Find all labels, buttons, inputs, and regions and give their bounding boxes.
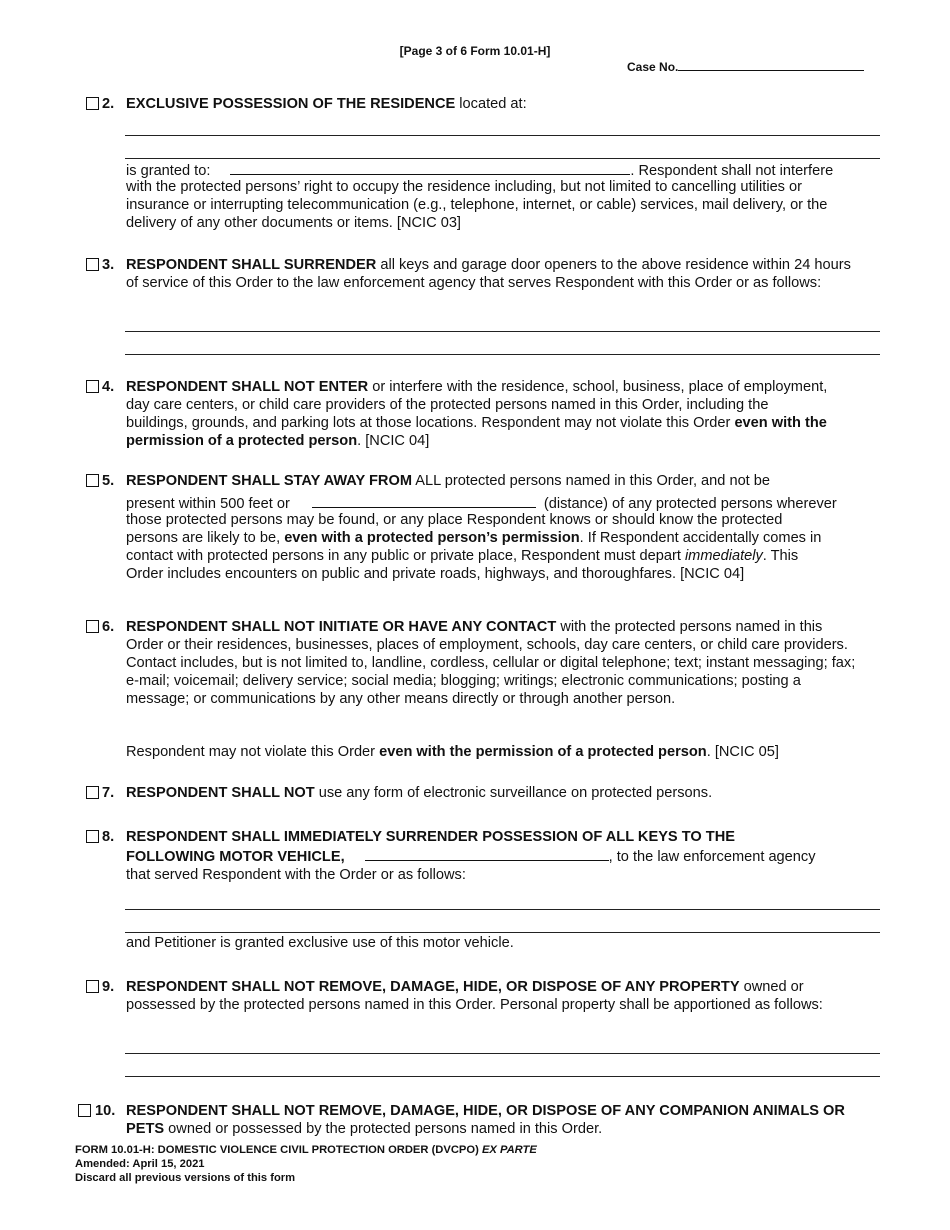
item-4-emphasis: even with the permission of a protected person — [126, 415, 827, 449]
item-2-address-line-2[interactable] — [125, 158, 880, 159]
page-indicator: [Page 3 of 6 Form 10.01-H] — [399, 44, 551, 58]
case-number-label: Case No. — [627, 60, 679, 74]
item-7 — [86, 784, 886, 802]
item-2-text: located at: — [455, 96, 527, 112]
item-2-granted-after: . Respondent shall not interfere — [630, 163, 834, 179]
item-5-number: 5. — [102, 473, 115, 489]
item-8-line-2[interactable] — [125, 932, 880, 933]
form-footer — [75, 1143, 537, 1185]
item-3-checkbox[interactable] — [86, 258, 99, 271]
item-5-distance-line — [126, 493, 886, 513]
item-9-line-1[interactable] — [125, 1053, 880, 1054]
item-8-vehicle-field[interactable] — [365, 846, 609, 861]
item-8 — [86, 828, 886, 884]
item-5-body-3: . This Order includes encounters on public and private roads, highways, and thoroughfares. [NCIC 04] — [126, 548, 799, 582]
item-2-granted-to-field[interactable] — [230, 160, 630, 175]
item-5-checkbox[interactable] — [86, 474, 99, 487]
item-3-number: 3. — [102, 257, 115, 273]
footer-discard: Discard all previous versions of this form — [75, 1172, 296, 1184]
item-10-heading: RESPONDENT SHALL NOT REMOVE, DAMAGE, HIDE, OR DISPOSE OF ANY COMPANION ANIMALS OR PETS — [126, 1103, 845, 1137]
item-4-text: or interfere with the residence, school, business, place of employment, day care centers, or child care providers of the protected persons named in this Order, including the buildings, grounds, and parking lots at those locations. Respondent may not violate this Order — [126, 379, 828, 431]
item-10-checkbox[interactable] — [78, 1104, 91, 1117]
case-number-field[interactable] — [678, 59, 864, 71]
item-5-heading: RESPONDENT SHALL STAY AWAY FROM — [126, 473, 412, 489]
item-5-distance-after: (distance) of any protected persons wherever — [543, 496, 837, 512]
item-2-number: 2. — [102, 96, 115, 112]
item-9-heading: RESPONDENT SHALL NOT REMOVE, DAMAGE, HIDE, OR DISPOSE OF ANY PROPERTY — [126, 979, 740, 995]
item-9-checkbox[interactable] — [86, 980, 99, 993]
item-10 — [78, 1102, 888, 1138]
item-9-number: 9. — [102, 979, 115, 995]
item-6-heading: RESPONDENT SHALL NOT INITIATE OR HAVE ANY CONTACT — [126, 619, 557, 635]
item-6-checkbox[interactable] — [86, 620, 99, 633]
item-7-checkbox[interactable] — [86, 786, 99, 799]
item-6-para2-emphasis: even with the permission of a protected person — [379, 744, 707, 760]
item-7-number: 7. — [102, 785, 115, 801]
item-5-emphasis: even with a protected person’s permission — [284, 530, 580, 546]
item-7-text: use any form of electronic surveillance on protected persons. — [314, 785, 713, 801]
item-9-line-2[interactable] — [125, 1076, 880, 1077]
item-3-heading: RESPONDENT SHALL SURRENDER — [126, 257, 377, 273]
item-10-text: owned or possessed by the protected persons named in this Order. — [164, 1121, 603, 1137]
item-2-body: with the protected persons’ right to occupy the residence including, but not limited to cancelling utilities or insurance or interrupting telecommunication (e.g., telephone, internet, or cable) services, mail delivery, or the delivery of any other documents or items. [NCIC 03] — [126, 179, 828, 231]
item-5-distance-before: present within 500 feet or — [126, 496, 290, 512]
item-4 — [86, 378, 886, 450]
item-9 — [86, 978, 886, 1014]
item-2-heading: EXCLUSIVE POSSESSION OF THE RESIDENCE — [126, 96, 456, 112]
item-8-heading-line-1: RESPONDENT SHALL IMMEDIATELY SURRENDER POSSESSION OF ALL KEYS TO THE — [126, 829, 735, 845]
item-6-para2-end: . [NCIC 05] — [706, 744, 779, 760]
item-2-address-line-1[interactable] — [125, 135, 880, 136]
item-6-text: with the protected persons named in this Order or their residences, businesses, places of employment, schools, day care centers, or child care providers. Contact includes, but is not limited to, landline, cordless, cellular or digital telephone; text; instant messaging; fax; e-mail; voicemail; delivery service; social media; blogging; writings; electronic communications; posting a message; or communications by any other means directly or through another person. — [126, 619, 856, 707]
item-10-number: 10. — [95, 1103, 116, 1119]
footer-amended: Amended: April 15, 2021 — [75, 1158, 205, 1170]
item-6 — [86, 618, 886, 708]
item-2 — [86, 95, 886, 113]
item-9-text: owned or possessed by the protected persons named in this Order. Personal property shall be apportioned as follows: — [126, 979, 823, 1013]
item-5-body-1: those protected persons may be found, or any place Respondent knows or should know the protected persons are likely to be, — [126, 512, 783, 546]
item-8-line-3: that served Respondent with the Order or as follows: — [126, 867, 466, 883]
item-3-line-1[interactable] — [125, 331, 880, 332]
item-2-checkbox[interactable] — [86, 97, 99, 110]
item-4-number: 4. — [102, 379, 115, 395]
item-4-end: . [NCIC 04] — [357, 433, 430, 449]
item-4-heading: RESPONDENT SHALL NOT ENTER — [126, 379, 369, 395]
footer-form-title: FORM 10.01-H: DOMESTIC VIOLENCE CIVIL PROTECTION ORDER (DVCPO) — [75, 1144, 482, 1156]
case-number — [627, 59, 864, 74]
item-8-number: 8. — [102, 829, 115, 845]
item-8-checkbox[interactable] — [86, 830, 99, 843]
item-7-heading: RESPONDENT SHALL NOT — [126, 785, 315, 801]
item-3-line-2[interactable] — [125, 354, 880, 355]
item-5 — [86, 472, 886, 490]
item-5-body — [126, 511, 836, 583]
item-2-granted-label: is granted to: — [126, 163, 211, 179]
item-3-text: all keys and garage door openers to the above residence within 24 hours of service of this Order to the law enforcement agency that serves Respondent with this Order or as follows: — [126, 257, 851, 291]
item-6-paragraph-2 — [126, 743, 866, 761]
item-8-after-blank: , to the law enforcement agency — [608, 849, 816, 865]
item-5-distance-field[interactable] — [312, 493, 536, 508]
item-8-heading-line-2: FOLLOWING MOTOR VEHICLE, — [126, 849, 345, 865]
item-5-italic: immediately — [684, 548, 763, 564]
item-8-line-1[interactable] — [125, 909, 880, 910]
item-5-text: ALL protected persons named in this Order, and not be — [411, 473, 771, 489]
item-6-number: 6. — [102, 619, 115, 635]
item-2-granted — [126, 160, 866, 180]
footer-form-italic: EX PARTE — [481, 1144, 537, 1156]
item-3 — [86, 256, 886, 292]
item-5-body-2: . If Respondent accidentally comes in contact with protected persons in any public or private place, Respondent must depart — [126, 530, 822, 564]
item-4-checkbox[interactable] — [86, 380, 99, 393]
item-8-final: and Petitioner is granted exclusive use of this motor vehicle. — [126, 935, 514, 951]
item-6-para2-start: Respondent may not violate this Order — [126, 744, 380, 760]
